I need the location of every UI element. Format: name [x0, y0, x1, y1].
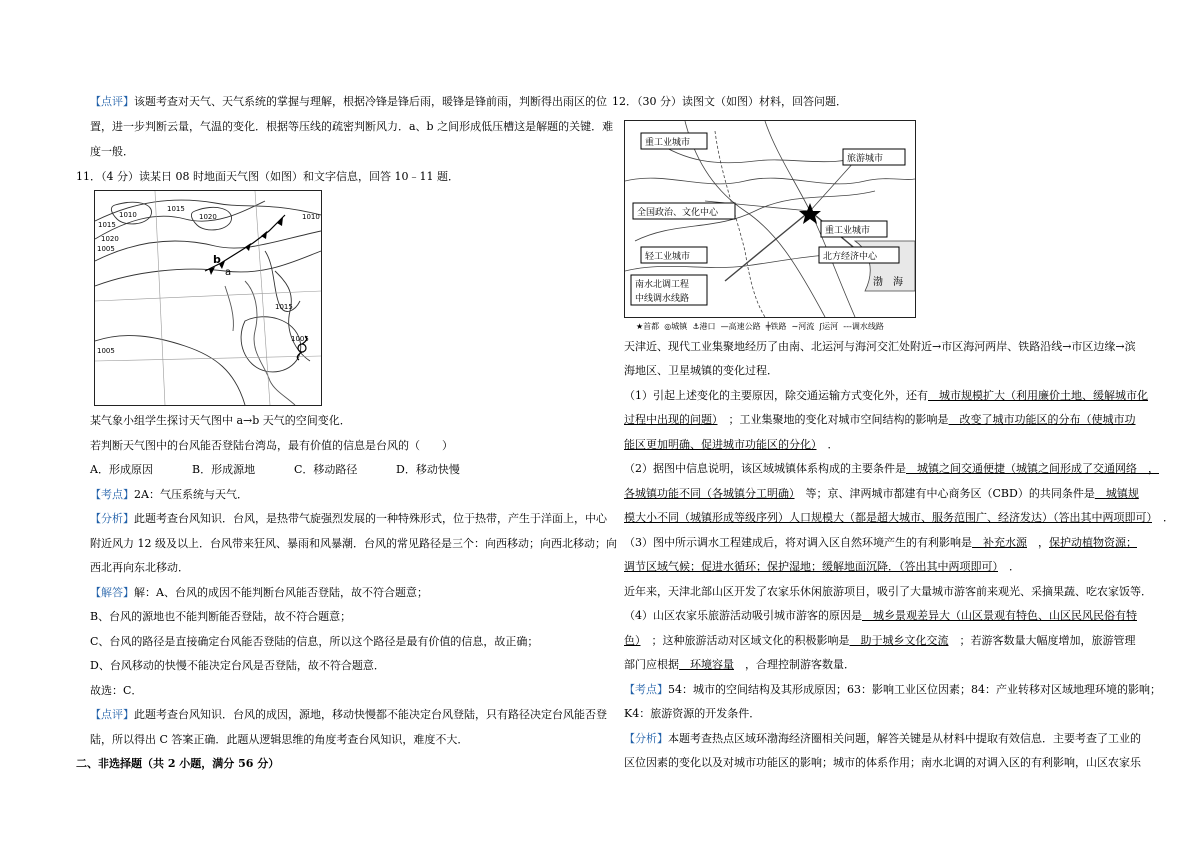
river-icon: ∼	[791, 322, 799, 331]
q2-line-3: 模大小不同（城镇形成等级序列）人口规模大（都是超大城市、服务范围广、经济发达）（答出其中两项即可） ．	[624, 511, 1174, 524]
answer-blank: 模大小不同（城镇形成等级序列）人口规模大（都是超大城市、服务范围广、经济发达）（答出其中两项即可）	[624, 511, 1152, 524]
isobar-label: 1010	[302, 213, 320, 221]
jieda-line: 故选：C．	[90, 684, 143, 697]
region-map-figure	[624, 120, 916, 318]
town-icon: ◎	[664, 322, 672, 331]
comment-paragraph-1: 【点评】该题考查对天气、天气系统的掌握与理解，根据冷锋是锋后雨，暖锋是锋前雨，判断得出雨区的位	[90, 95, 607, 108]
answer-blank: 能区更加明确、促进城市功能区的分化）	[624, 438, 817, 451]
kaodian-line: K4：旅游资源的开发条件．	[624, 707, 761, 720]
kaodian-line: 【考点】2A：气压系统与天气．	[90, 488, 248, 501]
map-label-light-industry: 轻工业城市	[645, 252, 691, 262]
option-d: D．移动快慢	[396, 463, 460, 476]
question-text: 某气象小组学生探讨天气图中 a→b 天气的空间变化．	[90, 414, 351, 427]
q3-line-2: 调节区域气候；促进水循环；保护湿地；缓解地面沉降．（答出其中两项即可） ．	[624, 560, 1020, 573]
jieda-line: 【解答】解：A、台风的成因不能判断台风能否登陆，故不符合题意；	[90, 586, 428, 599]
isobar-label: 1010	[119, 211, 137, 219]
isobar-label: 1020	[101, 235, 119, 243]
map-label-bohai: 渤 海	[873, 277, 903, 288]
isobar-label: 1015	[275, 303, 293, 311]
map-label-middle-route: 中线调水线路	[635, 294, 690, 304]
map-legend: ★首都 ◎城镇 ⚓港口 —高速公路 ╪铁路 ∼河流 ʃ运河 ---调水线路	[636, 322, 884, 331]
port-icon: ⚓	[692, 322, 700, 331]
q4-line-2: 色） ；这种旅游活动对区域文化的积极影响是 助于城乡文化交流 ；若游客数量大幅度增加，旅游管理	[624, 634, 1136, 647]
water-route-icon: ---	[843, 322, 852, 331]
map-label-south-north: 南水北调工程	[635, 280, 690, 290]
q1-line-3: 能区更加明确、促进城市功能区的分化） ．	[624, 438, 839, 451]
answer-blank: 各城镇功能不同（各城镇分工明确）	[624, 487, 795, 500]
comment-paragraph-2: 【点评】此题考查台风知识．台风的成因，源地，移动快慢都不能决定台风登陆，只有路径决定台风能否登	[90, 708, 607, 721]
comment-line: 陆，所以得出 C 答案正确．此题从逻辑思维的角度考查台风知识，难度不大．	[90, 733, 469, 746]
answer-blank: 调节区域气候；促进水循环；保护湿地；缓解地面沉降．（答出其中两项即可）	[624, 560, 998, 573]
question-12-heading: 12．（30 分）读图文（如图）材料，回答问题．	[612, 95, 847, 108]
fenxi-line: 附近风力 12 级及以上．台风带来狂风、暴雨和风暴潮．台风的常见路径是三个：向西移动；向西北移动；向	[90, 537, 617, 550]
comment-tag: 【点评】	[90, 95, 134, 108]
weather-map-svg	[95, 191, 321, 405]
q2-line-2: 各城镇功能不同（各城镇分工明确） 等；京、津两城市都建有中心商务区（CBD）的共同条件是 城镇规	[624, 487, 1139, 500]
jieda-line: C、台风的路径是直接确定台风能否登陆的信息，所以这个路径是最有价值的信息，故正确；	[90, 635, 539, 648]
q3-line-1: （3）图中所示调水工程建成后，将对调入区自然环境产生的有利影响是 补充水源 ，保护动植物资源；	[624, 536, 1137, 549]
fenxi-line: 西北再向东北移动．	[90, 561, 189, 574]
isobar-label: 1005	[291, 335, 309, 343]
option-a: A．形成原因	[90, 463, 153, 476]
isobar-label: 1005	[97, 347, 115, 355]
q1-line-2: 过程中出现的问题） ；工业集聚地的变化对城市空间结构的影响是 改变了城市功能区的分布（使城市功	[624, 413, 1136, 426]
weather-map-figure	[94, 190, 322, 406]
answer-blank: 色）	[624, 634, 641, 647]
answer-blank: 保护动植物资源；	[1049, 536, 1137, 549]
point-a-label: a	[225, 267, 232, 278]
q4-line-1: （4）山区农家乐旅游活动吸引城市游客的原因是 城乡景观差异大（山区景观有特色、山区民风民俗有特	[624, 609, 1137, 622]
q1-line-1: （1）引起上述变化的主要原因，除交通运输方式变化外，还有 城市规模扩大（利用廉价土地、缓解城市化	[624, 389, 1148, 402]
comment-line: 置，进一步判断云量，气温的变化．根据等压线的疏密判断风力．a、b 之间形成低压槽这是解题的关键．难	[90, 120, 614, 133]
capital-icon: ★	[636, 322, 644, 331]
map-label-north-economic: 北方经济中心	[823, 252, 878, 262]
map-label-heavy-industry: 重工业城市	[645, 138, 691, 148]
material-text: 近年来，天津北部山区开发了农家乐休闲旅游项目，吸引了大量城市游客前来观光、采摘果蔬、吃农家饭等．	[624, 585, 1152, 598]
map-label-heavy-industry-2: 重工业城市	[825, 226, 871, 236]
map-label-capital: 全国政治、文化中心	[637, 208, 719, 218]
answer-blank: 城镇之间交通便捷（城镇之间形成了交通网络 ，	[906, 462, 1159, 475]
jieda-line: B、台风的源地也不能判断能否登陆，故不符合题意；	[90, 610, 352, 623]
comment-line: 度一般．	[90, 145, 134, 158]
isobar-label: 1020	[199, 213, 217, 221]
fenxi-line: 区位因素的变化以及对城市功能区的影响；城市的体系作用；南水北调的对调入区的有利影响，山区农家乐	[624, 756, 1141, 769]
answer-blank: 补充水源	[972, 536, 1027, 549]
point-b-label: b	[213, 253, 221, 266]
region-map-svg	[625, 121, 915, 317]
railway-icon: ╪	[765, 322, 771, 331]
answer-blank: 助于城乡文化交流	[849, 634, 949, 647]
fenxi-line: 【分析】此题考查台风知识．台风，是热带气旋强烈发展的一种特殊形式，位于热带，产生于洋面上，中心	[90, 512, 607, 525]
canal-icon: ʃ	[819, 322, 823, 331]
kaodian-line: 【考点】54：城市的空间结构及其形成原因；63：影响工业区位因素；84：产业转移对区域地理环境的影响；	[624, 683, 1161, 696]
material-text: 海地区、卫星城镇的变化过程．	[624, 364, 778, 377]
fenxi-line: 【分析】本题考查热点区域环渤海经济圈相关问题，解答关键是从材料中提取有效信息．主要考查了工业的	[624, 732, 1141, 745]
option-c: C．移动路径	[294, 463, 358, 476]
section-heading: 二、非选择题（共 2 小题，满分 56 分）	[76, 757, 280, 770]
material-text: 天津近、现代工业集聚地经历了由南、北运河与海河交汇处附近→市区海河两岸、铁路沿线→市区边缘→滨	[624, 340, 1136, 353]
map-label-tourism: 旅游城市	[847, 154, 884, 164]
highway-icon: —	[720, 322, 729, 331]
jieda-line: D、台风移动的快慢不能决定台风是否登陆，故不符合题意．	[90, 659, 385, 672]
option-b: B．形成源地	[192, 463, 256, 476]
answer-blank: 过程中出现的问题）	[624, 413, 718, 426]
answer-blank: 城乡景观差异大（山区景观有特色、山区民风民俗有特	[862, 609, 1137, 622]
q2-line-1: （2）据图中信息说明，该区域城镇体系构成的主要条件是 城镇之间交通便捷（城镇之间形成了交通网络 ，	[624, 462, 1159, 475]
answer-blank: 城市规模扩大（利用廉价土地、缓解城市化	[928, 389, 1148, 402]
answer-blank: 环境容量	[679, 658, 734, 671]
isobar-label: 1005	[97, 245, 115, 253]
isobar-label: 1015	[98, 221, 116, 229]
q4-line-3: 部门应根据 环境容量 ，合理控制游客数量．	[624, 658, 855, 671]
answer-blank: 改变了城市功能区的分布（使城市功	[948, 413, 1136, 426]
question-text: 若判断天气图中的台风能否登陆台湾岛，最有价值的信息是台风的（ ）	[90, 439, 453, 452]
answer-blank: 城镇规	[1094, 487, 1139, 500]
isobar-label: 1015	[167, 205, 185, 213]
question-11-heading: 11．（4 分）读某日 08 时地面天气图（如图）和文字信息，回答 10﹣11 题．	[76, 170, 459, 183]
